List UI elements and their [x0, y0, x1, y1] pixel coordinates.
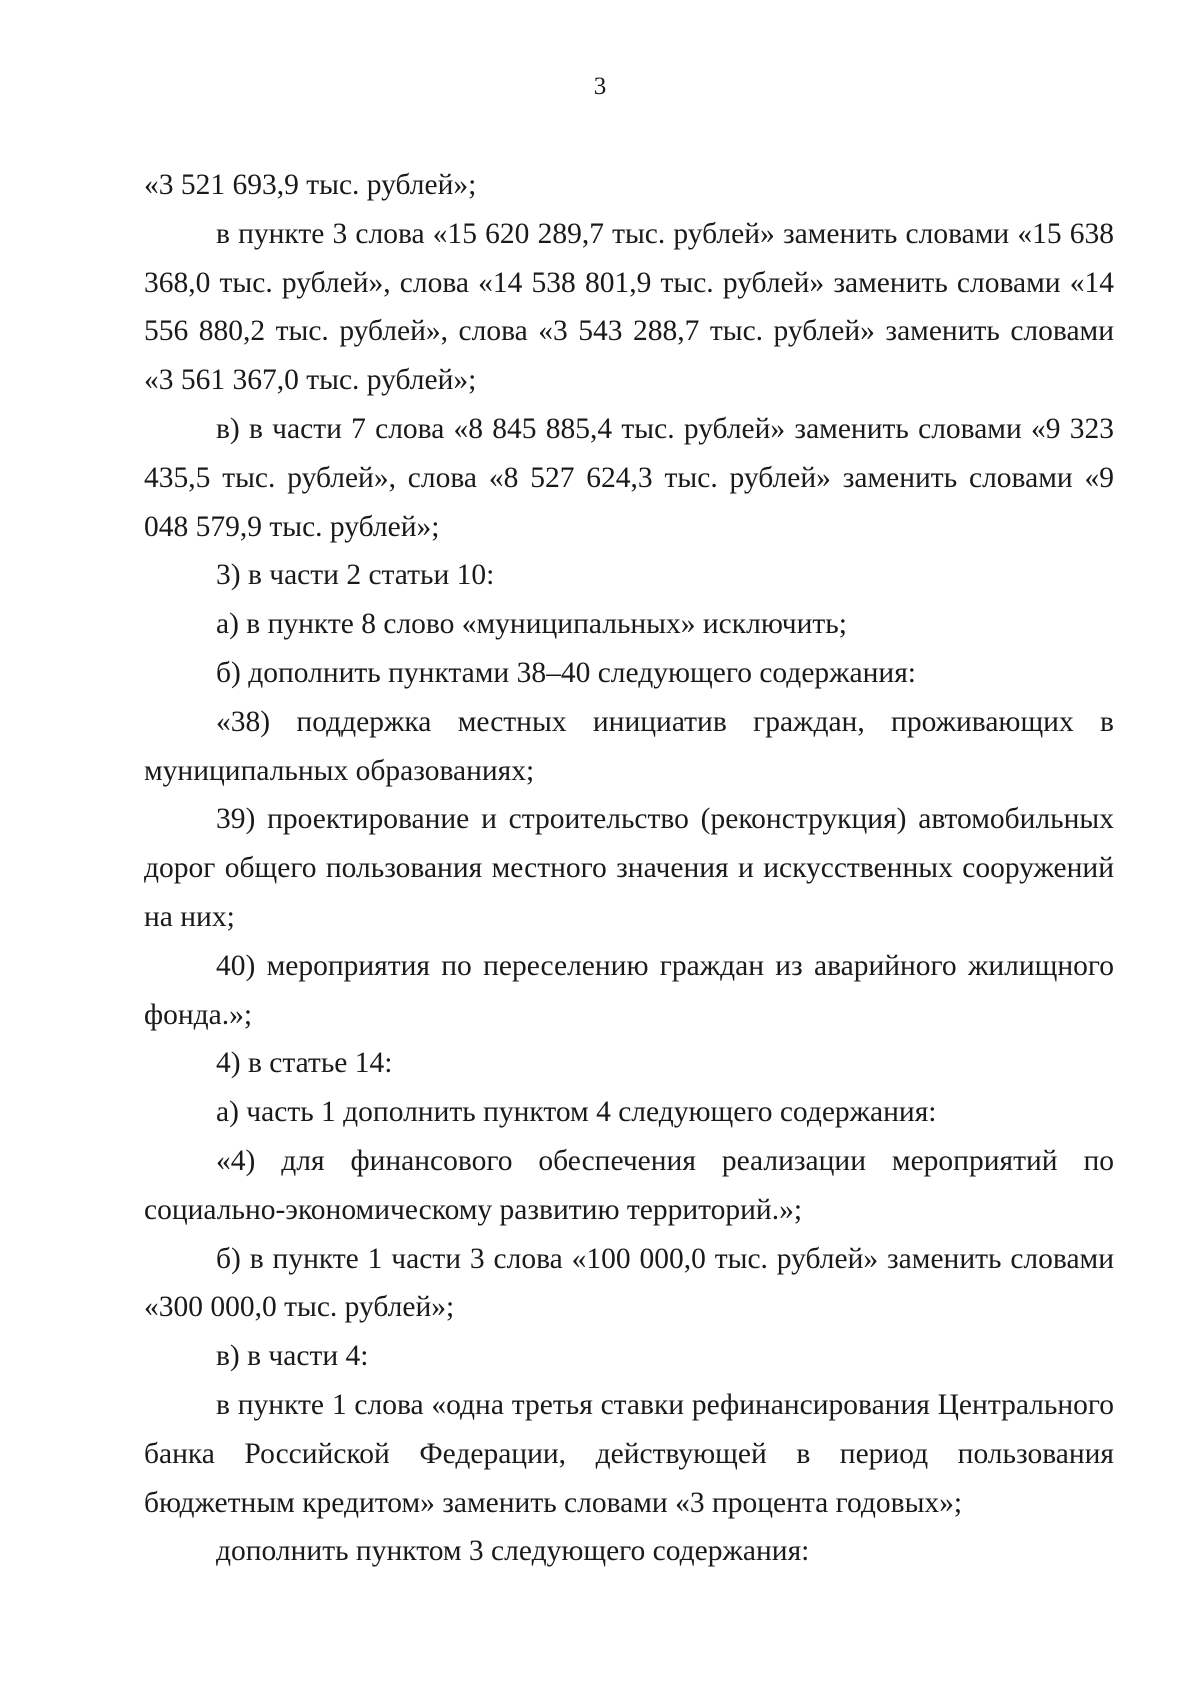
paragraph: 3) в части 2 статьи 10: [216, 559, 495, 592]
paragraph: а) часть 1 дополнить пунктом 4 следующего содержания: [216, 1096, 937, 1129]
paragraph: «38) поддержка местных инициатив граждан, проживающих в муниципальных образованиях; [144, 705, 1114, 787]
paragraph: в пункте 1 слова «одна третья ставки рефинансирования Центрального банка Российской Федерации, действующей в период пользования бюджетным кредитом» заменить словами «3 процента годовых»; [144, 1388, 1114, 1519]
paragraph: дополнить пунктом 3 следующего содержания: [216, 1535, 810, 1568]
paragraph: 4) в статье 14: [216, 1047, 393, 1080]
paragraph: «4) для финансового обеспечения реализации мероприятий по социально-экономическому развитию территорий.»; [144, 1144, 1114, 1226]
paragraph: в пункте 3 слова «15 620 289,7 тыс. рублей» заменить словами «15 638 368,0 тыс. рублей», слова «14 538 801,9 тыс. рублей» заменить словами «14 556 880,2 тыс. рублей», слова «3 543 288,7 тыс. рублей» заменить словами «3 561 367,0 тыс. рублей»; [144, 217, 1114, 397]
paragraph: 39) проектирование и строительство (реконструкция) автомобильных дорог общего пользования местного значения и искусственных сооружений на них; [144, 803, 1114, 933]
paragraph: 40) мероприятия по переселению граждан из аварийного жилищного фонда.»; [144, 949, 1114, 1031]
paragraph: б) в пункте 1 части 3 слова «100 000,0 тыс. рублей» заменить словами «300 000,0 тыс. рублей»; [144, 1242, 1114, 1324]
paragraph: б) дополнить пунктами 38–40 следующего содержания: [216, 656, 916, 689]
page-number: 3 [593, 73, 607, 100]
paragraph: «3 521 693,9 тыс. рублей»; [144, 169, 477, 201]
document-body [144, 161, 1114, 1576]
paragraph: а) в пункте 8 слово «муниципальных» исключить; [216, 608, 847, 641]
paragraph: в) в части 7 слова «8 845 885,4 тыс. рублей» заменить словами «9 323 435,5 тыс. рублей», слова «8 527 624,3 тыс. рублей» заменить словами «9 048 579,9 тыс. рублей»; [144, 412, 1114, 543]
paragraph: в) в части 4: [216, 1340, 369, 1373]
